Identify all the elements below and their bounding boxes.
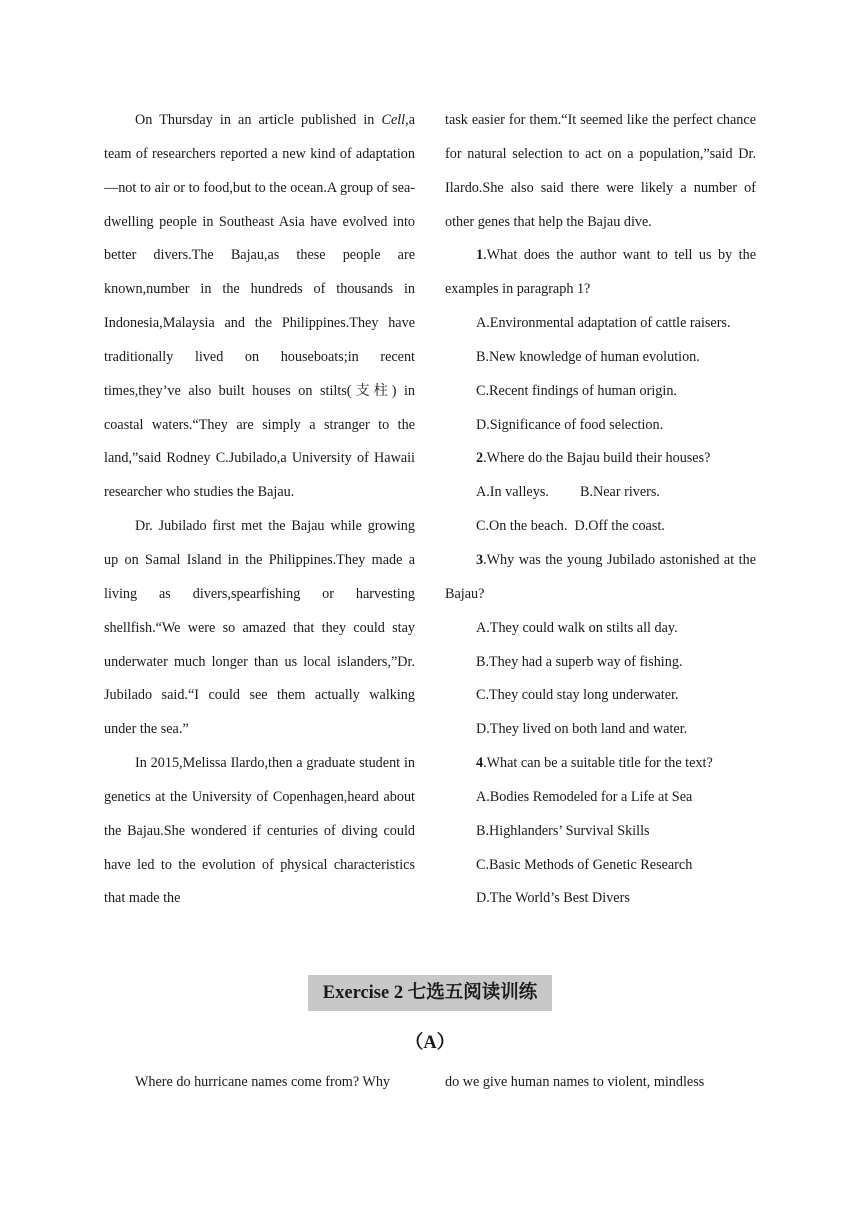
question-stem: .Why was the young Jubilado astonished at the Bajau? bbox=[445, 551, 756, 602]
option: C.Recent findings of human origin. bbox=[476, 382, 677, 399]
option: A.Bodies Remodeled for a Life at Sea bbox=[476, 788, 693, 805]
passage-paragraph-1 bbox=[104, 104, 415, 510]
paragraph-1-text-rest: ,a team of researchers reported a new kind of adaptation—not to air or to food,but to the ocean.A group of sea-dwelling people in Southeast Asia have evolved into better divers.The Bajau,as these people are known,number in the hundreds of thousands in Indonesia,Malaysia and the Philippines.They have traditionally lived on houseboats;in recent times,they’ve also built houses on stilts(支柱) in coastal waters.“They are simply a stranger to the land,”said Rodney C.Jubilado,a University of Hawaii researcher who studies the Bajau. bbox=[104, 112, 415, 501]
right-column bbox=[445, 104, 756, 916]
passage-paragraph-2: Dr. Jubilado first met the Bajau while growing up on Samal Island in the Philippines.They made a living as divers,spearfishing or harvesting shellfish.“We were so amazed that they could stay underwater much longer than us local islanders,”Dr. Jubilado said.“I could see them actually walking under the sea.” bbox=[104, 518, 415, 738]
question-number: 1 bbox=[476, 247, 484, 264]
option: B.They had a superb way of fishing. bbox=[476, 653, 683, 670]
section-subtitle: （A） bbox=[404, 1033, 456, 1053]
option: A.Environmental adaptation of cattle raisers. bbox=[476, 315, 731, 332]
option: A.They could walk on stilts all day. bbox=[476, 619, 678, 636]
option: C.Basic Methods of Genetic Research bbox=[476, 856, 693, 873]
question-number: 4 bbox=[476, 755, 484, 772]
option: A.In valleys. bbox=[476, 484, 549, 501]
question-4 bbox=[445, 747, 756, 781]
option: D.Significance of food selection. bbox=[476, 416, 664, 433]
option: B.Near rivers. bbox=[580, 484, 660, 501]
question-3 bbox=[445, 544, 756, 612]
option: C.On the beach. bbox=[476, 518, 568, 535]
next-passage-line-left: Where do hurricane names come from? Why bbox=[135, 1074, 391, 1090]
question-stem: .What does the author want to tell us by the examples in paragraph 1? bbox=[445, 247, 756, 298]
option-row bbox=[445, 510, 756, 544]
option: D.The World’s Best Divers bbox=[476, 890, 630, 907]
paragraph-1-text-start: On Thursday in an article published in bbox=[135, 112, 382, 128]
question-stem: .What can be a suitable title for the text? bbox=[483, 755, 713, 772]
journal-name: Cell bbox=[381, 112, 406, 128]
section-title: Exercise 2 七选五阅读训练 bbox=[308, 975, 552, 1011]
question-number: 2 bbox=[476, 450, 484, 467]
option: B.Highlanders’ Survival Skills bbox=[476, 822, 650, 839]
passage-paragraph-3-part-1: In 2015,Melissa Ilardo,then a graduate student in genetics at the University of Copenhagen,heard about the Bajau.She wondered if centuries of diving could have led to the evolution of physical characteristics that made the bbox=[104, 755, 415, 907]
option: D.Off the coast. bbox=[574, 518, 665, 535]
question-stem: .Where do the Bajau build their houses? bbox=[483, 450, 711, 467]
left-column bbox=[104, 104, 415, 916]
next-passage-line-right: do we give human names to violent, mindless bbox=[445, 1074, 705, 1090]
option: D.They lived on both land and water. bbox=[476, 721, 688, 738]
option: C.They could stay long underwater. bbox=[476, 687, 679, 704]
option: B.New knowledge of human evolution. bbox=[476, 348, 700, 365]
question-1 bbox=[445, 239, 756, 307]
option-row bbox=[445, 476, 756, 510]
question-2 bbox=[445, 442, 756, 476]
passage-paragraph-3-part-2: task easier for them.“It seemed like the perfect chance for natural selection to act on a population,”said Dr. Ilardo.She also said there were likely a number of other genes that help the Bajau dive. bbox=[445, 112, 756, 230]
question-number: 3 bbox=[476, 551, 484, 568]
